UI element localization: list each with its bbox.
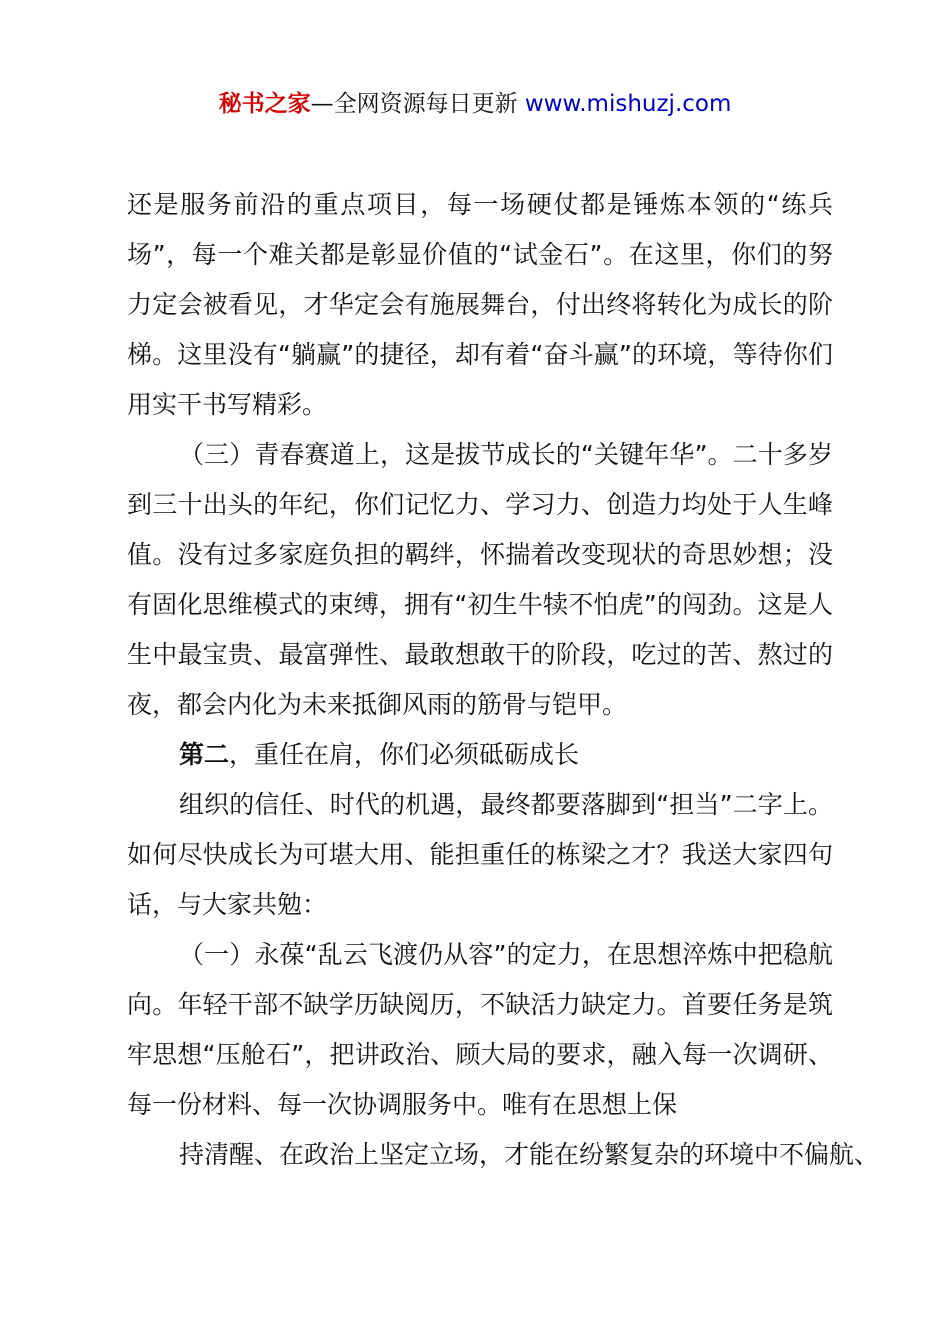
paragraph-5 <box>127 930 880 1180</box>
header-url[interactable]: www.mishuzj.com <box>524 91 732 117</box>
section-heading-text: ，重任在肩，你们必须砥砺成长 <box>229 740 580 769</box>
paragraph-5-text: （一）永葆“乱云飞渡仍从容”的定力，在思想淬炼中把稳航向。年轻干部不缺学历缺阅历，不缺活力缺定力。首要任务是筑牢思想“压舱石”，把讲政治、顾大局的要求，融入每一次调研、每一份材料、每一次协调服务中。唯有在思想上保 <box>127 940 833 1119</box>
header-tagline: —全网资源每日更新 <box>310 91 525 117</box>
section-heading-lead: 第二 <box>179 740 230 769</box>
paragraph-2: （三）青春赛道上，这是拔节成长的“关键年华”。二十多岁到三十出头的年纪，你们记忆力、学习力、创造力均处于人生峰值。没有过多家庭负担的羁绊，怀揣着改变现状的奇思妙想；没有固化思维模式的束缚，拥有“初生牛犊不怕虎”的闯劲。这是人生中最宝贵、最富弹性、最敢想敢干的阶段，吃过的苦、熬过的夜，都会内化为未来抵御风雨的筋骨与铠甲。 <box>127 440 833 719</box>
paragraph-4: 组织的信任、时代的机遇，最终都要落脚到“担当”二字上。如何尽快成长为可堪大用、能担重任的栋梁之才？我送大家四句话，与大家共勉： <box>127 790 833 919</box>
document-body <box>127 180 880 1180</box>
paragraph-1: 还是服务前沿的重点项目，每一场硬仗都是锤炼本领的“练兵场”，每一个难关都是彰显价值的“试金石”。在这里，你们的努力定会被看见，才华定会有施展舞台，付出终将转化为成长的阶梯。这里没有“躺赢”的捷径，却有着“奋斗赢”的环境，等待你们用实干书写精彩。 <box>127 190 833 419</box>
header-brand: 秘书之家 <box>218 91 311 117</box>
section-heading-second <box>127 730 833 780</box>
paragraph-5-last-line: 持清醒、在政治上坚定立场，才能在纷繁复杂的环境中不偏航、 <box>179 1140 880 1169</box>
page-header <box>0 86 950 122</box>
